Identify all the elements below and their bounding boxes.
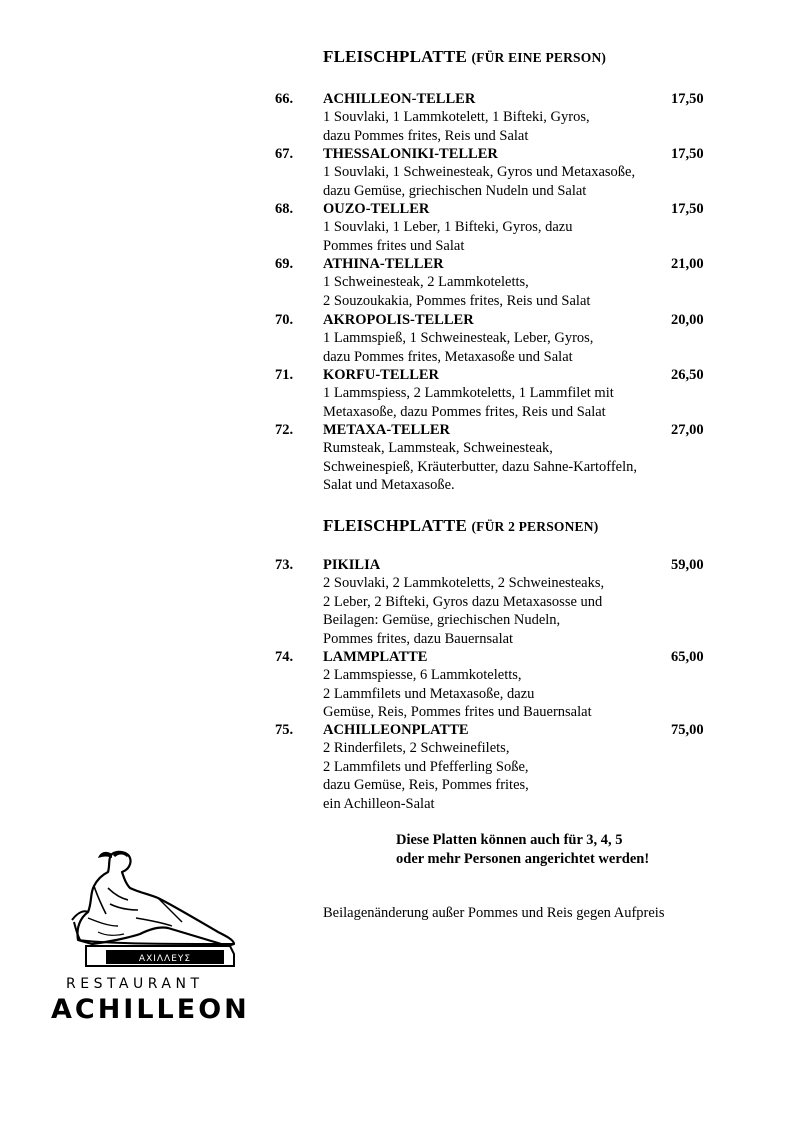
description-line: dazu Pommes frites, Reis und Salat: [323, 127, 529, 144]
description-line: 1 Lammspieß, 1 Schweinesteak, Leber, Gyros,: [323, 330, 594, 347]
item-price: 65,00: [671, 649, 704, 665]
description-line: dazu Gemüse, Reis, Pommes frites,: [323, 777, 529, 794]
item-number: 66.: [275, 91, 294, 107]
description-line: 1 Souvlaki, 1 Schweinesteak, Gyros und Metaxasoße,: [323, 164, 636, 181]
note-line: oder mehr Personen angerichtet werden!: [396, 851, 650, 867]
description-line: Rumsteak, Lammsteak, Schweinesteak,: [323, 440, 553, 457]
section-subtitle: (FÜR 2 PERSONEN): [471, 519, 599, 534]
item-number: 67.: [275, 146, 294, 162]
description-line: dazu Pommes frites, Metaxasoße und Salat: [323, 348, 573, 365]
note-line: Diese Platten können auch für 3, 4, 5: [396, 832, 623, 848]
description-line: Schweinespieß, Kräuterbutter, dazu Sahne-Kartoffeln,: [323, 458, 638, 475]
item-description: [323, 163, 683, 200]
item-name: PIKILIA: [323, 557, 381, 573]
item-number: 73.: [275, 557, 294, 573]
description-line: 1 Schweinesteak, 2 Lammkoteletts,: [323, 274, 529, 291]
item-description: [323, 666, 683, 721]
description-line: Pommes frites und Salat: [323, 237, 465, 254]
item-description: [323, 108, 683, 145]
description-line: 2 Rinderfilets, 2 Schweinefilets,: [323, 740, 510, 757]
item-number: 71.: [275, 367, 294, 383]
item-price: 21,00: [671, 256, 704, 272]
description-line: Metaxasoße, dazu Pommes frites, Reis und Salat: [323, 403, 606, 420]
description-line: ein Achilleon-Salat: [323, 795, 435, 812]
item-price: 27,00: [671, 422, 704, 438]
description-line: dazu Gemüse, griechischen Nudeln und Salat: [323, 182, 587, 199]
item-price: 17,50: [671, 201, 704, 217]
description-line: 1 Lammspiess, 2 Lammkoteletts, 1 Lammfilet mit: [323, 385, 614, 402]
item-description: [323, 384, 683, 421]
description-line: Beilagen: Gemüse, griechischen Nudeln,: [323, 612, 561, 629]
description-line: 2 Lammfilets und Metaxasoße, dazu: [323, 685, 535, 702]
item-price: 20,00: [671, 312, 704, 328]
description-line: 1 Souvlaki, 1 Lammkotelett, 1 Bifteki, Gyros,: [323, 109, 590, 126]
item-price: 75,00: [671, 722, 704, 738]
item-number: 75.: [275, 722, 294, 738]
item-name: ACHILLEON-TELLER: [323, 91, 476, 107]
description-line: Gemüse, Reis, Pommes frites und Bauernsalat: [323, 704, 592, 721]
section-title-two-persons: [323, 516, 598, 536]
item-number: 74.: [275, 649, 294, 665]
description-line: Pommes frites, dazu Bauernsalat: [323, 630, 514, 647]
logo-wordmark: ACHILLEON: [51, 994, 250, 1025]
description-line: 2 Lammfilets und Pfefferling Soße,: [323, 758, 529, 775]
section-title-text: FLEISCHPLATTE: [323, 516, 467, 535]
item-name: ACHILLEONPLATTE: [323, 722, 469, 738]
section-subtitle: (FÜR EINE PERSON): [471, 50, 607, 65]
item-number: 72.: [275, 422, 294, 438]
item-description: [323, 439, 683, 494]
plinth-inscription: ΑΧΙΛΛΕΥΣ: [138, 954, 192, 964]
description-line: 1 Souvlaki, 1 Leber, 1 Bifteki, Gyros, dazu: [323, 219, 573, 236]
description-line: 2 Souzoukakia, Pommes frites, Reis und Salat: [323, 292, 591, 309]
item-price: 17,50: [671, 91, 704, 107]
description-line: Salat und Metaxasoße.: [323, 477, 455, 494]
description-line: 2 Leber, 2 Bifteki, Gyros dazu Metaxasosse und: [323, 593, 603, 610]
item-name: LAMMPLATTE: [323, 649, 428, 665]
item-price: 59,00: [671, 557, 704, 573]
item-description: [323, 739, 683, 813]
logo-restaurant-label: RESTAURANT: [66, 976, 204, 992]
item-name: THESSALONIKI-TELLER: [323, 146, 498, 162]
item-number: 69.: [275, 256, 294, 272]
description-line: 2 Souvlaki, 2 Lammkoteletts, 2 Schweinesteaks,: [323, 575, 605, 592]
item-name: AKROPOLIS-TELLER: [323, 312, 474, 328]
item-price: 17,50: [671, 146, 704, 162]
section-title-single: [323, 47, 606, 67]
item-name: METAXA-TELLER: [323, 422, 451, 438]
item-price: 26,50: [671, 367, 704, 383]
item-description: [323, 329, 683, 366]
item-number: 70.: [275, 312, 294, 328]
item-description: [323, 273, 683, 310]
item-name: KORFU-TELLER: [323, 367, 440, 383]
item-description: [323, 574, 683, 648]
item-name: OUZO-TELLER: [323, 201, 430, 217]
side-dish-footnote: Beilagenänderung außer Pommes und Reis gegen Aufpreis: [323, 905, 665, 921]
group-order-note: [396, 831, 649, 869]
item-number: 68.: [275, 201, 294, 217]
section-title-text: FLEISCHPLATTE: [323, 47, 467, 66]
description-line: 2 Lammspiesse, 6 Lammkoteletts,: [323, 667, 522, 684]
item-description: [323, 218, 683, 255]
item-name: ATHINA-TELLER: [323, 256, 444, 272]
